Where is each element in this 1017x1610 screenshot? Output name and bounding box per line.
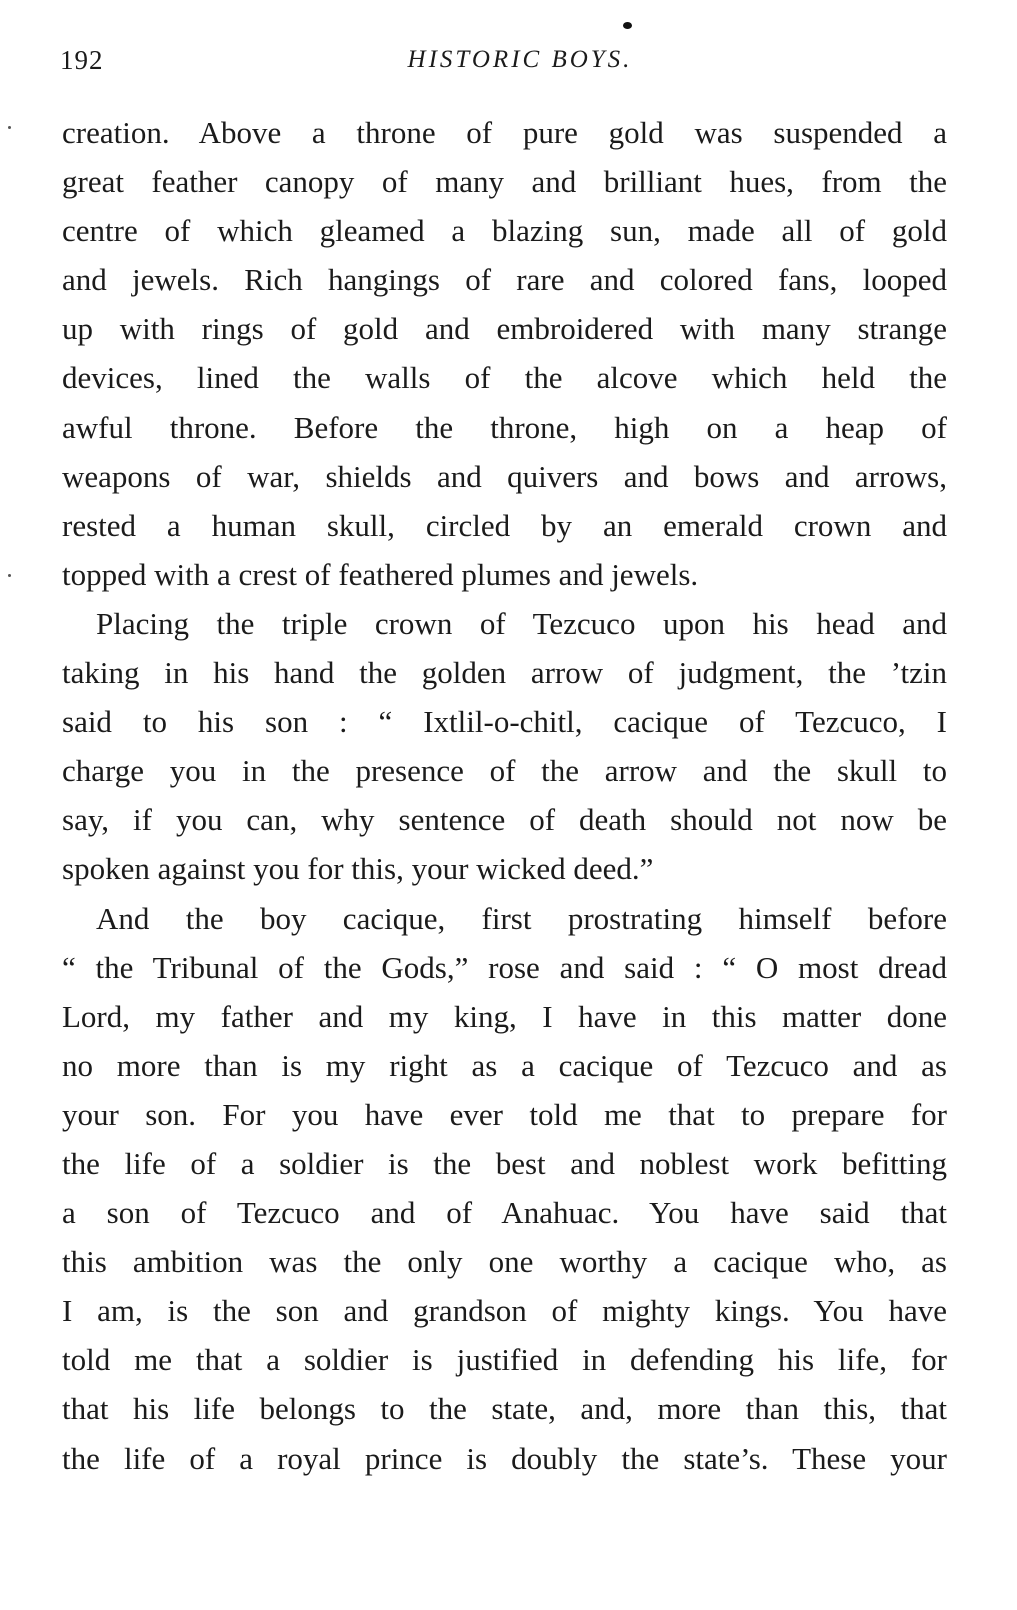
- text-line: told me that a soldier is justified in defending his life, for: [62, 1342, 947, 1378]
- ink-speck: [623, 22, 632, 29]
- text-line: “ the Tribunal of the Gods,” rose and said : “ O most dread: [62, 949, 947, 985]
- text-line: the life of a soldier is the best and noblest work befitting: [62, 1145, 947, 1181]
- page-header: [60, 40, 950, 80]
- text-line: said to his son : “ Ixtlil-o-chitl, cacique of Tezcuco, I: [62, 704, 947, 740]
- paragraph-start-line: Placing the triple crown of Tezcuco upon his head and: [96, 605, 947, 641]
- text-line: your son. For you have ever told me that to prepare for: [62, 1096, 947, 1132]
- text-line: a son of Tezcuco and of Anahuac. You have said that: [62, 1195, 947, 1231]
- text-line: creation. Above a throne of pure gold was suspended a: [62, 115, 947, 150]
- text-line: taking in his hand the golden arrow of judgment, the ’tzin: [62, 655, 947, 691]
- text-line: awful throne. Before the throne, high on a heap of: [62, 409, 947, 445]
- text-line: that his life belongs to the state, and, more than this, that: [62, 1391, 947, 1427]
- page-number: 192: [60, 45, 104, 75]
- text-line: the life of a royal prince is doubly the state’s. These your: [62, 1440, 947, 1476]
- margin-speck: [8, 574, 11, 577]
- paragraph-end-line: spoken against you for this, your wicked deed.”: [62, 851, 654, 887]
- text-line: this ambition was the only one worthy a cacique who, as: [62, 1244, 947, 1280]
- text-line: rested a human skull, circled by an emerald crown and: [62, 507, 947, 543]
- text-line: devices, lined the walls of the alcove which held the: [62, 360, 947, 396]
- text-line: no more than is my right as a cacique of Tezcuco and as: [62, 1047, 947, 1083]
- paragraph-start-line: And the boy cacique, first prostrating himself before: [96, 900, 947, 936]
- text-line: centre of which gleamed a blazing sun, made all of gold: [62, 213, 947, 249]
- text-line: up with rings of gold and embroidered with many strange: [62, 311, 947, 347]
- text-line: and jewels. Rich hangings of rare and colored fans, looped: [62, 262, 947, 298]
- text-line: say, if you can, why sentence of death should not now be: [62, 802, 947, 838]
- body-text: [62, 108, 947, 1483]
- paragraph-end-line: topped with a crest of feathered plumes and jewels.: [62, 556, 699, 592]
- text-line: Lord, my father and my king, I have in this matter done: [62, 998, 947, 1034]
- text-line: charge you in the presence of the arrow and the skull to: [62, 753, 947, 789]
- text-line: weapons of war, shields and quivers and bows and arrows,: [62, 458, 947, 494]
- text-line: I am, is the son and grandson of mighty kings. You have: [62, 1293, 947, 1329]
- running-title: HISTORIC BOYS.: [407, 46, 633, 73]
- text-line: great feather canopy of many and brilliant hues, from the: [62, 164, 947, 200]
- margin-speck: [8, 126, 11, 129]
